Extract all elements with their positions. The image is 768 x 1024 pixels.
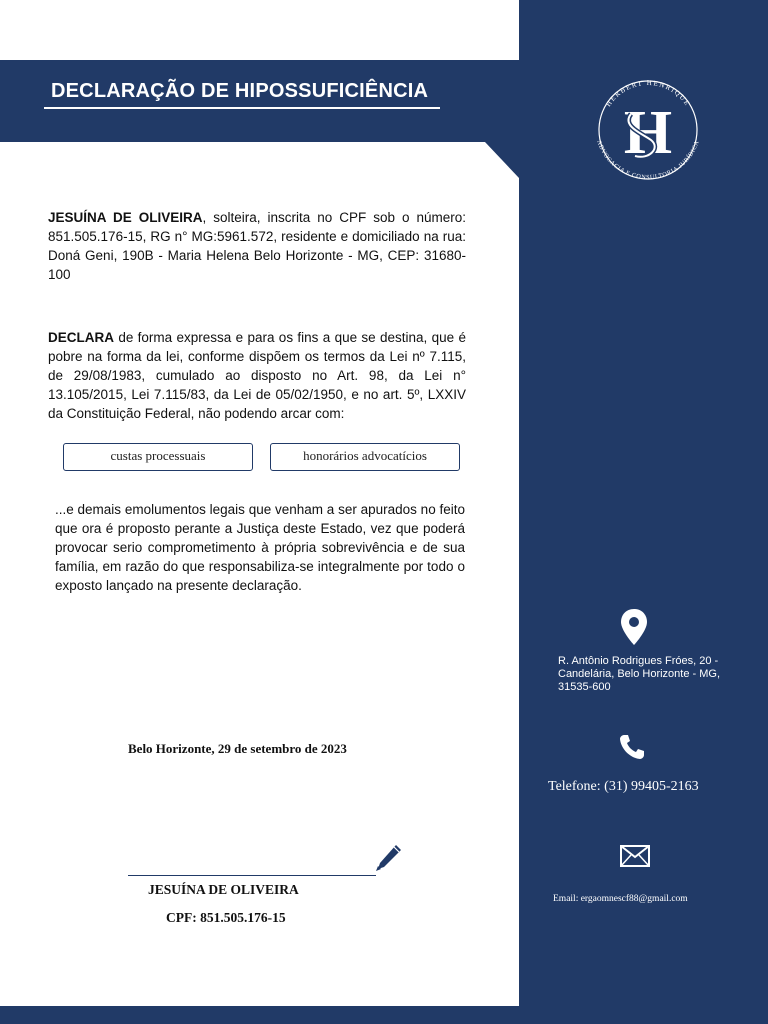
logo-bottom-text: ADVOCACIA E CONSULTORIA JURÍDICA (595, 139, 701, 182)
signer-cpf: CPF: 851.505.176-15 (166, 910, 286, 925)
identity-paragraph (48, 208, 466, 284)
document-title: DECLARAÇÃO DE HIPOSSUFICIÊNCIA (51, 80, 429, 102)
declaration-paragraph (48, 328, 466, 423)
location-pin-icon (620, 608, 648, 646)
pen-icon (372, 842, 404, 874)
footer-band (0, 1006, 519, 1024)
phone-icon (618, 733, 646, 761)
logo-monogram: H (623, 99, 673, 167)
declarant-name: JESUÍNA DE OLIVEIRA (48, 210, 203, 225)
signature-line (128, 875, 376, 876)
law-firm-logo (577, 70, 719, 190)
signer-name: JESUÍNA DE OLIVEIRA (148, 882, 299, 897)
mail-icon (620, 845, 650, 867)
tag-honorarios-advocaticios: honorários advocatícios (270, 443, 460, 471)
identity-text: , solteira, inscrita no CPF sob o número: 851.505.176-15, RG n° MG:5961.572, residente e domiciliado na rua: Doná Geni, 190B - Maria Helena Belo Horizonte - MG, CEP: 31680-100 (48, 210, 466, 282)
header-notch (485, 142, 519, 178)
tag-custas-processuais: custas processuais (63, 443, 253, 471)
phone-text: Telefone: (31) 99405-2163 (548, 779, 699, 794)
title-underline (44, 107, 440, 109)
logo-top-text: HERBERT HENRIQUE (604, 78, 692, 109)
declaration-text: de forma expressa e para os fins a que se destina, que é pobre na forma da lei, conforme dispõem os termos da Lei nº 7.115, de 29/08/1983, cumulado ao disposto no Art. 98, da Lei n° 13.105/2015, Lei 7.115/83, da Lei de 05/02/1950, e no art. 5º, LXXIV da Constituição Federal, não podendo arcar com: (48, 330, 466, 421)
email-text: Email: ergaomnescf88@gmail.com (553, 894, 688, 904)
date-line: Belo Horizonte, 29 de setembro de 2023 (128, 741, 347, 756)
address-text: R. Antônio Rodrigues Fróes, 20 - Candelária, Belo Horizonte - MG, 31535-600 (558, 655, 721, 693)
closing-paragraph: ...e demais emolumentos legais que venham a ser apurados no feito que ora é proposto perante a Justiça deste Estado, vez que poderá provocar serio comprometimento à própria sobrevivência e de sua família, em razão do que responsabiliza-se integralmente por todo o exposto lançado na presente declaração. (55, 502, 465, 593)
declaration-keyword: DECLARA (48, 330, 114, 345)
